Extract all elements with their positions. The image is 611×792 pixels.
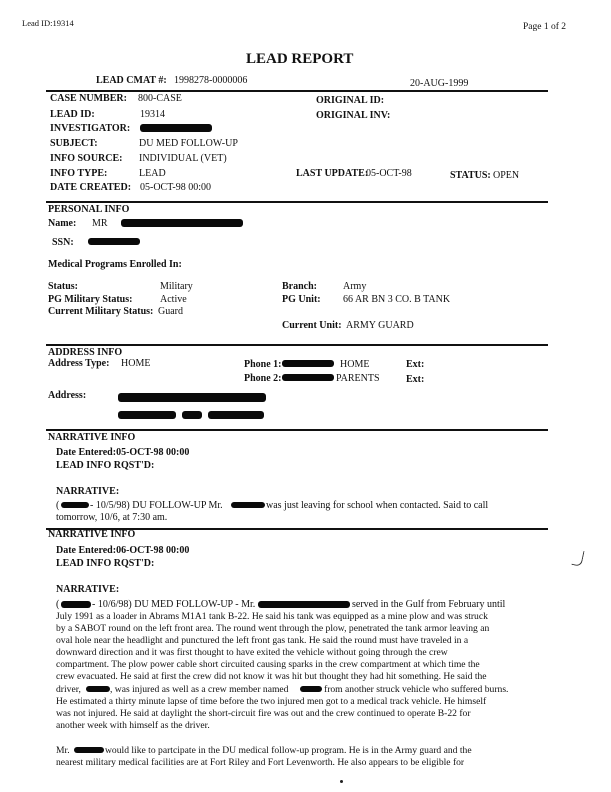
phone2-redaction [282,374,334,381]
personal-info-heading: PERSONAL INFO [48,204,130,215]
report-date: 20-AUG-1999 [410,78,469,89]
phone1-label: Phone 1: [244,359,282,370]
dot-mark [340,780,343,783]
narrative2-line: was not injured. He said at daylight the short-circuit fire was out and the crew continued to operate B-22 for [56,708,471,720]
header-lead-id: Lead ID:19314 [22,18,74,28]
divider [46,90,548,92]
divider [46,344,548,346]
current-unit: ARMY GUARD [346,320,414,331]
narrative-label-1: NARRATIVE: [56,486,120,497]
address-line2-redaction [118,411,176,419]
subject-label: SUBJECT: [50,138,98,149]
address-line1-redaction [118,393,266,402]
narrative-label-2: NARRATIVE: [56,584,120,595]
narrative2-line: oval hole near the headlight and punctured the left front gas tank. He said the round must have traveled in a [56,635,469,647]
programs-label: Medical Programs Enrolled In: [48,259,182,270]
current-status: Guard [158,306,183,317]
branch: Army [343,281,367,292]
status-value: OPEN [493,170,520,181]
status-label: STATUS: [450,170,491,181]
narrative1-line2: tomorrow, 10/6, at 7:30 am. [56,512,168,523]
lead-info-rqstd-1: LEAD INFO RQST'D: [56,460,155,471]
narrative2-subject-redaction [258,601,350,608]
ext1-label: Ext: [406,359,425,370]
last-update-label: LAST UPDATE: [296,168,369,179]
page-number: Page 1 of 2 [523,22,567,32]
date-entered-2: Date Entered:06-OCT-98 00:00 [56,545,190,556]
narrative2-line1-b: - 10/6/98) DU MED FOLLOW-UP - Mr. [92,599,256,610]
pg-unit: 66 AR BN 3 CO. B TANK [343,294,451,305]
status-mil-label: Status: [48,281,79,292]
address-info-heading: ADDRESS INFO [48,347,123,358]
ext2-label: Ext: [406,374,425,385]
p2-line2: nearest military medical facilities are at Fort Riley and Fort Levenworth. He also appears to be eligible for [56,757,465,768]
lead-id: 19314 [140,109,165,120]
narrative2-line: crew evacuated. He said at first the crew did not know it was hit but thought they had hit something. He said the [56,671,487,683]
address-line2b-redaction [182,411,202,419]
phone1-redaction [282,360,334,367]
driver-text: , was injured as well as a crew member named [110,684,289,695]
narrative2-line: compartment. The plow power cable short circuited causing sparks in the crew compartment at which time the [56,659,480,671]
info-source: INDIVIDUAL (VET) [139,153,227,164]
driver-name-redaction [86,686,110,692]
narrative1-paren: ( [56,500,60,511]
info-type: LEAD [139,168,166,179]
driver-label: driver, [56,684,81,695]
current-unit-label: Current Unit: [282,320,342,331]
info-source-label: INFO SOURCE: [50,153,123,164]
ssn-label: SSN: [52,237,74,248]
phone1-type: HOME [340,359,370,370]
name-prefix: MR [92,218,108,229]
pg-unit-label: PG Unit: [282,294,321,305]
subject: DU MED FOLLOW-UP [139,138,238,149]
pg-status-label: PG Military Status: [48,294,133,305]
narrative2-name-redaction [61,601,91,608]
pen-mark [571,549,584,567]
cmat-value: 1998278-0000006 [174,75,248,86]
p2-mr: Mr. [56,745,70,756]
page-title: LEAD REPORT [246,51,354,67]
last-update: 05-OCT-98 [366,168,412,179]
narrative-info-heading-2: NARRATIVE INFO [48,529,136,540]
p2-text: would like to partcipate in the DU medical follow-up program. He is in the Army guard and the [105,745,472,756]
lead-info-rqstd-2: LEAD INFO RQST'D: [56,558,155,569]
narrative2-line: He estimated a thirty minute lapse of time before the two injured men got to a medical track vehicle. He himself [56,696,487,707]
name-redaction [121,219,243,227]
crew-member-redaction [300,686,322,692]
phone2-type: PARENTS [336,373,380,384]
date-created: 05-OCT-98 00:00 [140,182,212,193]
investigator-label: INVESTIGATOR: [50,123,131,134]
phone2-label: Phone 2: [244,373,282,384]
case-number-label: CASE NUMBER: [50,93,127,104]
driver-text-2: from another struck vehicle who suffered burns. [324,684,509,695]
narrative2-body [56,611,538,684]
narrative2-line: downward direction and it was first thought to have exited the vehicle without going through the crew [56,647,448,659]
pg-status: Active [160,294,187,305]
branch-label: Branch: [282,281,317,292]
case-number: 800-CASE [138,93,182,104]
info-type-label: INFO TYPE: [50,168,108,179]
status-mil: Military [160,281,193,292]
narrative2-line: July 1991 as a loader in Abrams M1A1 tank B-22. He said his tank was equipped as a mine plow and was struck [56,611,488,622]
address-type-label: Address Type: [48,358,110,369]
divider [46,429,548,431]
lead-id-label: LEAD ID: [50,109,95,120]
address-label: Address: [48,390,87,401]
date-created-label: DATE CREATED: [50,182,132,193]
narrative1-line1-c: was just leaving for school when contacted. Said to call [266,500,489,511]
narrative2-body-2 [56,696,538,732]
narrative2-line: another week with himself as the driver. [56,720,210,732]
original-id-label: ORIGINAL ID: [316,95,385,106]
name-label: Name: [48,218,77,229]
current-status-label: Current Military Status: [48,306,154,317]
address-type: HOME [121,358,151,369]
divider [46,201,548,203]
date-entered-1: Date Entered:05-OCT-98 00:00 [56,447,190,458]
ssn-redaction [88,238,140,245]
investigator-redaction [140,124,212,132]
narrative2-paren: ( [56,599,60,610]
narrative2-line: by a SABOT round on the left front area. The round went through the plow, penetrated the tank armor leaving an [56,623,490,635]
narrative1-name-redaction [61,502,89,508]
address-line2c-redaction [208,411,264,419]
narrative1-subject-redaction [231,502,265,508]
p2-name-redaction [74,747,104,753]
narrative1-line1-b: - 10/5/98) DU FOLLOW-UP Mr. [90,500,223,511]
original-inv-label: ORIGINAL INV: [316,110,391,121]
cmat-label: LEAD CMAT #: [96,75,167,86]
narrative2-line1-c: served in the Gulf from February until [352,599,506,610]
narrative-info-heading: NARRATIVE INFO [48,432,136,443]
